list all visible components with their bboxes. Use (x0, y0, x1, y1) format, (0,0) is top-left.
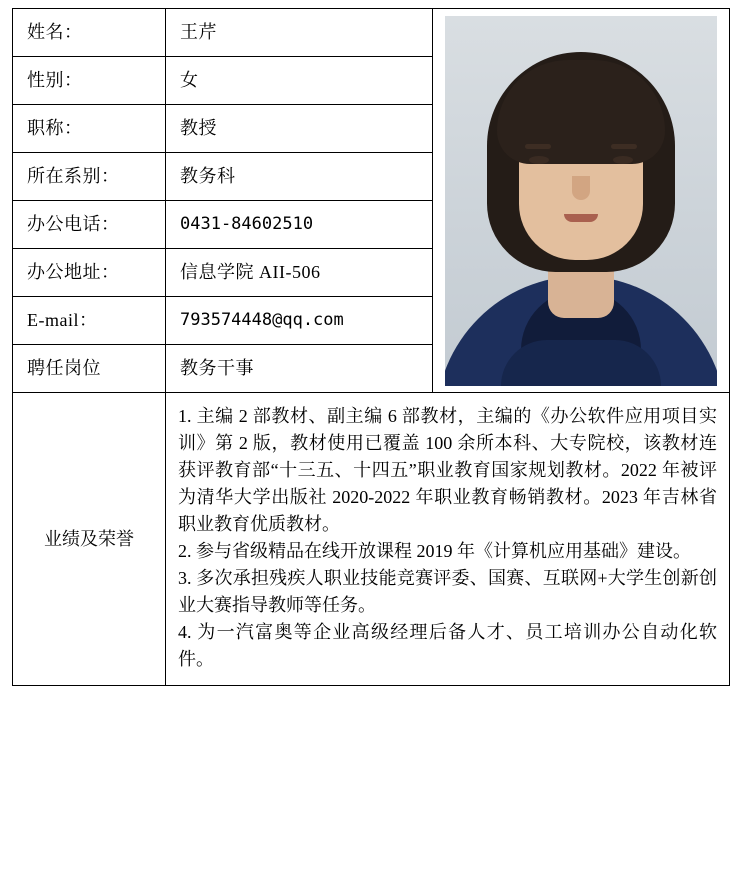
field-value-office-address: 信息学院 AII-506 (166, 249, 433, 297)
field-value-position: 教务干事 (166, 345, 433, 393)
table-row-honors (13, 393, 730, 686)
photo-eyebrow-left (525, 144, 551, 149)
field-value-honors (166, 393, 730, 686)
field-value-name: 王芹 (166, 9, 433, 57)
photo-eyebrow-right (611, 144, 637, 149)
field-label-email: E-mail： (13, 297, 166, 345)
field-label-name: 姓名： (13, 9, 166, 57)
field-label-honors: 业绩及荣誉 (13, 393, 166, 686)
table-row (13, 9, 730, 57)
field-value-gender: 女 (166, 57, 433, 105)
field-label-department: 所在系别： (13, 153, 166, 201)
teacher-profile-table (12, 8, 730, 686)
honors-paragraph: 4. 为一汽富奥等企业高级经理后备人才、员工培训办公自动化软件。 (178, 622, 717, 669)
field-label-office-address: 办公地址： (13, 249, 166, 297)
field-value-department: 教务科 (166, 153, 433, 201)
honors-paragraph: 3. 多次承担残疾人职业技能竞赛评委、国赛、互联网+大学生创新创业大赛指导教师等任务。 (178, 568, 717, 615)
field-label-position: 聘任岗位 (13, 345, 166, 393)
photo-eye-right (613, 156, 633, 164)
field-value-email: 793574448@qq.com (166, 297, 433, 345)
honors-paragraph: 1. 主编 2 部教材、副主编 6 部教材，主编的《办公软件应用项目实训》第 2 版，教材使用已覆盖 100 余所本科、大专院校，该教材连获评教育部“十三五、十四五”职业教育国家规划教材。2022 年被评为清华大学出版社 2020-2022 年职业教育畅销教材。2023 年吉林省职业教育优质教材。 (178, 406, 717, 534)
field-label-gender: 性别： (13, 57, 166, 105)
photo-eye-left (529, 156, 549, 164)
photo-cell (433, 9, 730, 393)
field-label-title: 职称： (13, 105, 166, 153)
honors-paragraph: 2. 参与省级精品在线开放课程 2019 年《计算机应用基础》建设。 (178, 541, 691, 561)
field-value-office-phone: 0431-84602510 (166, 201, 433, 249)
field-label-office-phone: 办公电话： (13, 201, 166, 249)
photo-nose (572, 176, 590, 200)
field-value-title: 教授 (166, 105, 433, 153)
teacher-photo (445, 16, 717, 386)
photo-mouth (564, 214, 598, 222)
photo-collar (501, 340, 661, 386)
